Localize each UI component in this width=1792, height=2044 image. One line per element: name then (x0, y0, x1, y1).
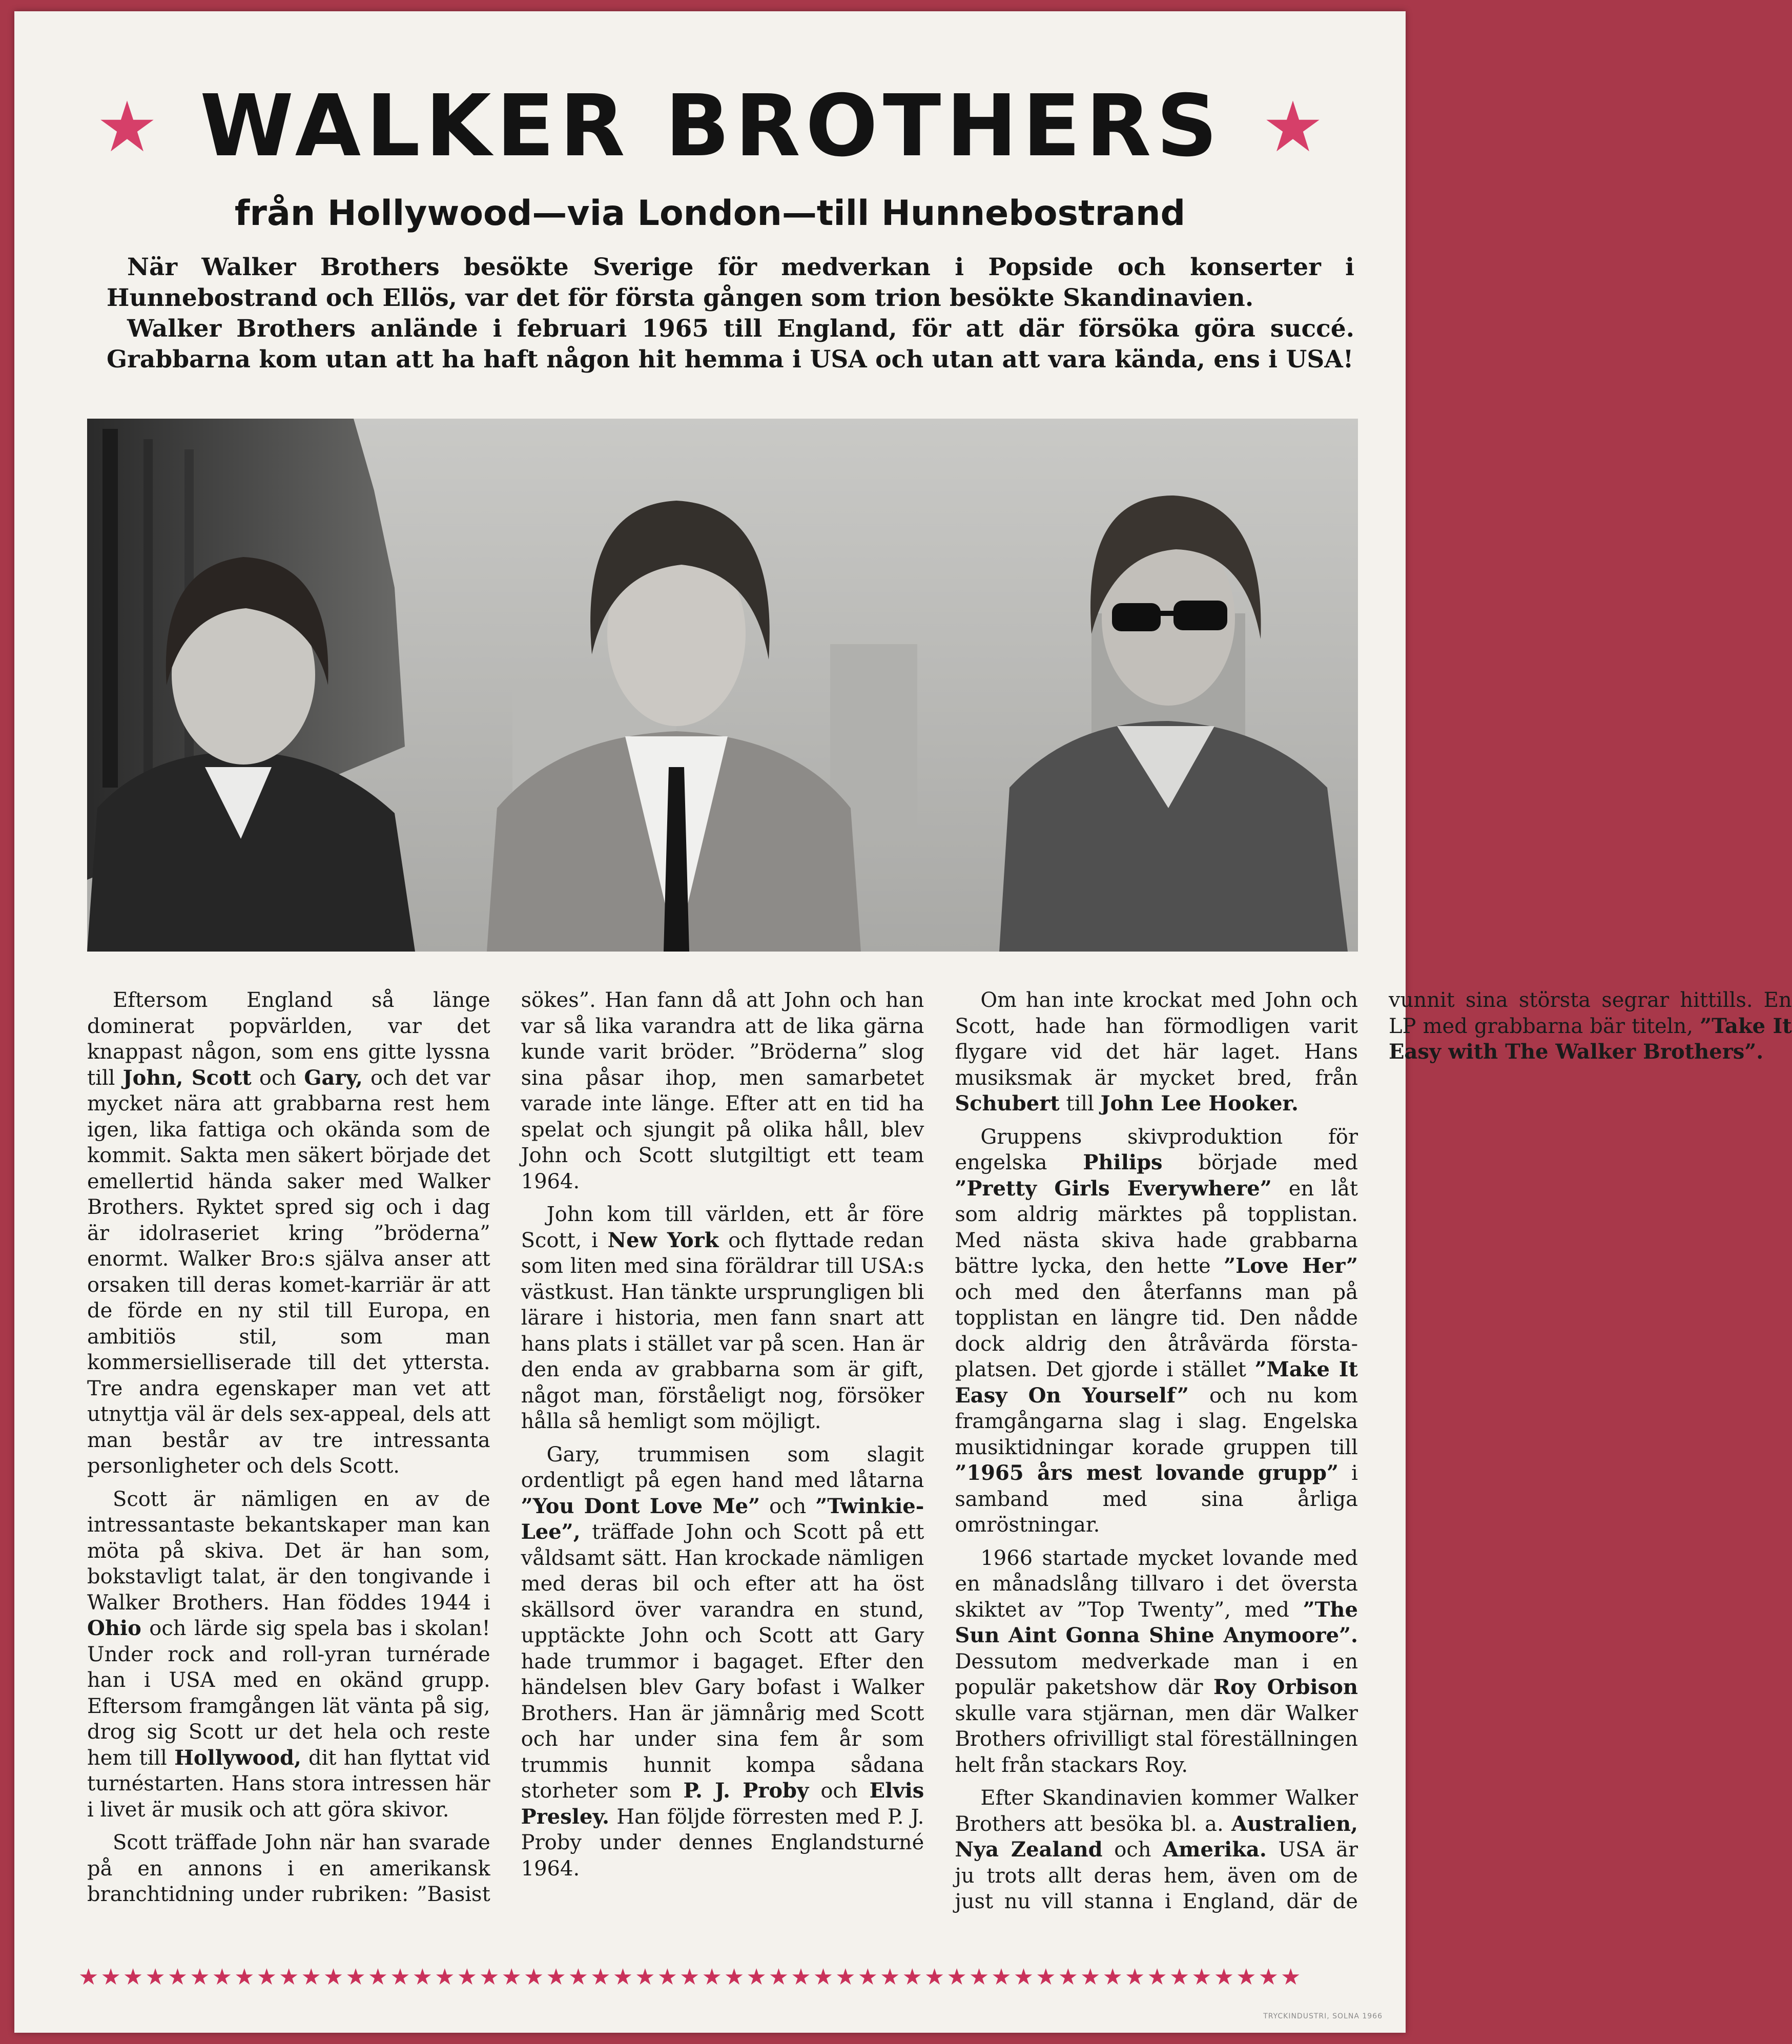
page-title: WALKER BROTHERS (200, 77, 1223, 176)
text-run: och (760, 1494, 816, 1518)
text-run: Han följde förresten med P. J. Proby under dennes Englandsturné 1964. (521, 1805, 924, 1881)
article-paragraph (955, 1545, 1358, 1779)
text-run: Scott är nämligen en av de intressantaste bekantskaper man kan möta på skiva. Det är han som, bokstavligt talat, är den tongivande i Walker Brothers. Han föddes 1944 i (87, 1487, 490, 1615)
bold-name: ”Twinkie-Lee”, (521, 1494, 924, 1544)
text-run: Gruppens skivproduktion för engelska (955, 1125, 1358, 1174)
bold-name: Philips (1083, 1150, 1163, 1174)
text-run: och flyttade redan som liten med sina föräldrar till USA:s västkust. Han tänkte ursprungligen bli lärare i historia, men fann snart att hans plats i stället var på scen. Han är den enda av grabbarna som är gift, något man, förståeligt nog, försöker hålla så hemligt som möjligt. (521, 1228, 924, 1433)
article-paragraph (87, 987, 490, 1479)
bold-name: John Lee Hooker. (1100, 1091, 1299, 1116)
bold-name: ”Make It Easy On Yourself” (955, 1357, 1358, 1408)
text-run: 1966 startade mycket lovande med en månadslång tillvaro i det översta skiktet av ”Top Twenty”, med (955, 1546, 1358, 1622)
bold-name: Amerika. (1163, 1837, 1267, 1862)
title-row (14, 73, 1406, 180)
bold-name: Australien, Nya Zealand (955, 1811, 1358, 1862)
text-run: Om han inte krockat med John och Scott, hade han förmodligen varit flygare vid det här laget. Hans musiksmak är mycket bred, från (955, 988, 1358, 1090)
text-run: och det var mycket nära att grabbarna rest hem igen, lika fattiga och okända som de kommit. Sakta men säkert började det emellertid hända saker med Walker Brothers. Ryktet spred sig och i dag är idolraseriet kring ”bröderna” enormt. Walker Bro:s själva anser att orsaken till deras komet-karriär är att de förde en ny stil till Europa, en ambitiös stil, som man kommersielliserade till det yttersta. Tre andra egenskaper man vet att utnyttja väl är dels sex-appeal, dels att man består av tre intressanta personligheter och dels Scott. (87, 1066, 490, 1478)
bold-name: Schubert (955, 1091, 1060, 1116)
subtitle: från Hollywood—via London—till Hunnebostrand (234, 193, 1186, 234)
bold-name: ”The Sun Aint Gonna Shine Anymoore”. (955, 1597, 1358, 1647)
bold-name: ”Take It Easy with The Walker Brothers”. (1388, 1014, 1792, 1064)
text-run: och lärde sig spela bas i skolan! Under rock and roll-yran turnérade han i USA med en okänd grupp. Eftersom framgången lät vänta på sig, drog sig Scott ur det hela och reste hem till (87, 1617, 490, 1770)
intro-paragraph: Walker Brothers anlände i februari 1965 till England, för att där försöka göra succé. Grabbarna kom utan att ha haft någon hit hemma i USA och utan att vara kända, ens i USA! (107, 315, 1354, 374)
text-run: John kom till världen, ett år före Scott, i (521, 1203, 924, 1252)
bold-name: ”Love Her” (1224, 1254, 1358, 1278)
text-run: USA är ju trots allt deras hem, även om de just nu vill stanna i England, där de vunnit sina största segrar hittills. En LP med grabbarna bär titeln, (955, 988, 1792, 1913)
star-icon (1265, 98, 1321, 155)
article-body (87, 987, 1792, 1930)
magazine-page (14, 11, 1792, 2033)
text-run: och (809, 1779, 870, 1803)
article-paragraph (955, 1124, 1358, 1538)
bold-name: ”1965 års mest lovande grupp” (955, 1461, 1339, 1485)
band-photo (87, 419, 1358, 952)
footer-star-divider: ★★★★★★★★★★★★★★★★★★★★★★★★★★★★★★★★★★★★★★★★★★★★★★★★★★★★★★★ (78, 1964, 1303, 1990)
text-run: Efter Skandinavien kommer Walker Brothers att besöka bl. a. (955, 1786, 1358, 1836)
text-run: och med den återfanns man på topplistan en längre tid. Den nådde dock aldrig den åtråvärda första-platsen. Det gjorde i stället (955, 1280, 1358, 1381)
bold-name: Gary, (304, 1065, 363, 1090)
article-paragraph (521, 1442, 924, 1882)
text-run: till (1059, 1092, 1101, 1116)
text-run: och (1102, 1838, 1163, 1862)
bold-name: P. J. Proby (683, 1779, 809, 1803)
bold-name: ”Pretty Girls Everywhere” (955, 1176, 1272, 1201)
text-run: dit han flyttat vid turnéstarten. Hans stora intressen här i livet är musik och att göra skivor. (87, 1746, 490, 1822)
text-run: skulle vara stjärnan, men där Walker Brothers ofrivilligt stal föreställningen helt från stackars Roy. (955, 1701, 1358, 1777)
article-paragraph (87, 1486, 490, 1823)
text-run: en låt som aldrig märktes på topplistan. Med nästa skiva hade grabbarna bättre lycka, den hette (955, 1176, 1358, 1278)
bold-name: Ohio (87, 1616, 141, 1640)
text-run: Scott träffade John när han svarade på en annons i en amerikansk branchtidning under rubriken: ”Basist sökes”. Han fann då att John och han var så lika varandra att de lika gärna kunde varit bröder. ”Bröderna” slog sina påsar ihop, men samarbetet varade inte länge. Efter att en tid ha spelat och sjungit på olika håll, blev John och Scott slutgiltigt ett team 1964. (87, 988, 924, 1906)
bold-name: Roy Orbison (1213, 1675, 1358, 1699)
intro-text (107, 252, 1354, 375)
bold-name: John, Scott (122, 1065, 252, 1090)
star-icon (99, 98, 155, 155)
text-run: Eftersom England så länge dominerat popvärlden, var det knappast någon, som ens gitte lyssna till (87, 988, 490, 1090)
text-run: i samband med sina årliga omröstningar. (955, 1461, 1358, 1537)
text-run: och nu kom framgångarna slag i slag. Engelska musiktidningar korade gruppen till (955, 1384, 1358, 1459)
bold-name: Elvis Presley. (521, 1779, 924, 1829)
printer-credit: TRYCKINDUSTRI, SOLNA 1966 (1263, 2012, 1383, 2020)
article-paragraph (521, 1202, 924, 1435)
intro-paragraph: När Walker Brothers besökte Sverige för medverkan i Popside och konserter i Hunnebostrand och Ellös, var det för första gången som trion besökte Skandinavien. (107, 253, 1354, 312)
text-run: Gary, trummisen som slagit ordentligt på egen hand med låtarna (521, 1442, 924, 1492)
text-run: och (251, 1066, 304, 1090)
bold-name: ”You Dont Love Me” (521, 1494, 760, 1518)
text-run: Dessutom medverkade man i en populär paketshow där (955, 1649, 1358, 1699)
bold-name: New York (607, 1228, 719, 1252)
article-paragraph (955, 987, 1358, 1117)
text-run: träffade John och Scott på ett våldsamt sätt. Han krockade nämligen med deras bil och efter att ha öst skällsord över varandra en stund, upptäckte John och Scott att Gary hade trummor i bagaget. Efter den händelsen blev Gary bofast i Walker Brothers. Han är jämnårig med Scott och har under sina fem år som trummis hunnit kompa sådana storheter som (521, 1520, 924, 1803)
bold-name: Hollywood, (174, 1745, 301, 1770)
text-run: började med (1162, 1151, 1358, 1174)
